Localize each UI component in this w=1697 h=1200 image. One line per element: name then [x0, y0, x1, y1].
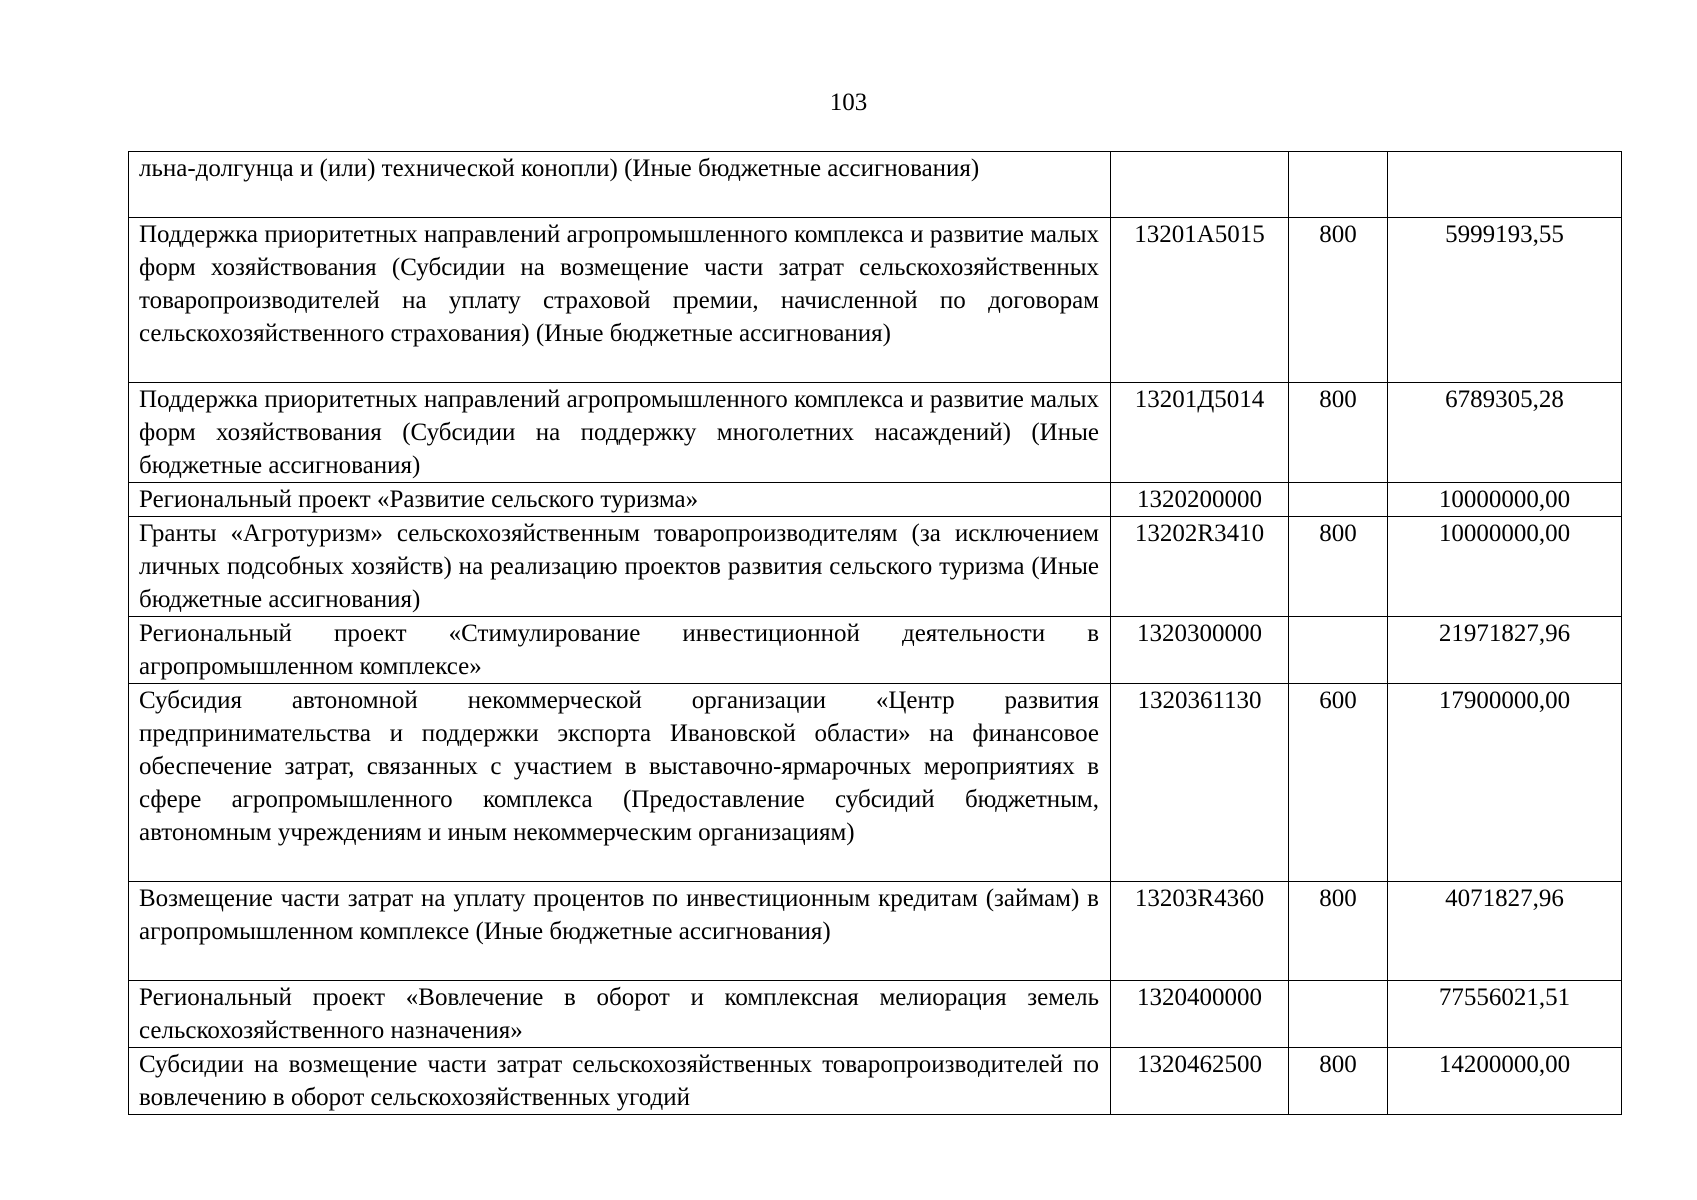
- row-expense-type: 800: [1289, 1048, 1388, 1115]
- row-expense-type: 600: [1289, 684, 1388, 882]
- row-target-code: 1320200000: [1111, 483, 1289, 517]
- row-amount: 10000000,00: [1388, 483, 1622, 517]
- row-amount: 5999193,55: [1388, 218, 1622, 383]
- row-amount: 14200000,00: [1388, 1048, 1622, 1115]
- row-description: Поддержка приоритетных направлений агропромышленного комплекса и развитие малых форм хозяйствования (Субсидии на поддержку многолетних насаждений) (Иные бюджетные ассигнования): [129, 383, 1111, 483]
- row-amount: 6789305,28: [1388, 383, 1622, 483]
- row-target-code: 1320400000: [1111, 981, 1289, 1048]
- row-target-code: 13202R3410: [1111, 517, 1289, 617]
- row-amount: [1388, 152, 1622, 218]
- row-description: Субсидии на возмещение части затрат сельскохозяйственных товаропроизводителей по вовлечению в оборот сельскохозяйственных угодий: [129, 1048, 1111, 1115]
- row-expense-type: 800: [1289, 383, 1388, 483]
- row-description: Региональный проект «Стимулирование инвестиционной деятельности в агропромышленном комплексе»: [129, 617, 1111, 684]
- row-expense-type: 800: [1289, 218, 1388, 383]
- table-row: [129, 1048, 1622, 1115]
- table-row: [129, 218, 1622, 383]
- row-amount: 4071827,96: [1388, 882, 1622, 981]
- row-expense-type: 800: [1289, 517, 1388, 617]
- row-description: Поддержка приоритетных направлений агропромышленного комплекса и развитие малых форм хозяйствования (Субсидии на возмещение части затрат сельскохозяйственных товаропроизводителей на уплату страховой премии, начисленной по договорам сельскохозяйственного страхования) (Иные бюджетные ассигнования): [129, 218, 1111, 383]
- row-target-code: 1320361130: [1111, 684, 1289, 882]
- row-description: льна-долгунца и (или) технической конопли) (Иные бюджетные ассигнования): [129, 152, 1111, 218]
- row-expense-type: [1289, 981, 1388, 1048]
- row-target-code: 13201Д5014: [1111, 383, 1289, 483]
- table-row: [129, 882, 1622, 981]
- row-amount: 10000000,00: [1388, 517, 1622, 617]
- row-expense-type: [1289, 152, 1388, 218]
- row-target-code: 1320462500: [1111, 1048, 1289, 1115]
- row-expense-type: 800: [1289, 882, 1388, 981]
- table-row: [129, 152, 1622, 218]
- row-expense-type: [1289, 617, 1388, 684]
- row-amount: 21971827,96: [1388, 617, 1622, 684]
- row-amount: 77556021,51: [1388, 981, 1622, 1048]
- table-row: [129, 383, 1622, 483]
- row-amount: 17900000,00: [1388, 684, 1622, 882]
- row-target-code: 1320300000: [1111, 617, 1289, 684]
- row-target-code: 13203R4360: [1111, 882, 1289, 981]
- row-description: Возмещение части затрат на уплату процентов по инвестиционным кредитам (займам) в агропромышленном комплексе (Иные бюджетные ассигнования): [129, 882, 1111, 981]
- row-target-code: 13201А5015: [1111, 218, 1289, 383]
- row-target-code: [1111, 152, 1289, 218]
- table-row: [129, 483, 1622, 517]
- row-expense-type: [1289, 483, 1388, 517]
- budget-table: [128, 151, 1622, 1115]
- table-row: [129, 517, 1622, 617]
- row-description: Субсидия автономной некоммерческой организации «Центр развития предпринимательства и поддержки экспорта Ивановской области» на финансовое обеспечение затрат, связанных с участием в выставочно-ярмарочных мероприятиях в сфере агропромышленного комплекса (Предоставление субсидий бюджетным, автономным учреждениям и иным некоммерческим организациям): [129, 684, 1111, 882]
- table-row: [129, 981, 1622, 1048]
- row-description: Региональный проект «Развитие сельского туризма»: [129, 483, 1111, 517]
- page-number: 103: [829, 89, 868, 116]
- row-description: Гранты «Агротуризм» сельскохозяйственным товаропроизводителям (за исключением личных подсобных хозяйств) на реализацию проектов развития сельского туризма (Иные бюджетные ассигнования): [129, 517, 1111, 617]
- table-row: [129, 684, 1622, 882]
- table-row: [129, 617, 1622, 684]
- row-description: Региональный проект «Вовлечение в оборот и комплексная мелиорация земель сельскохозяйственного назначения»: [129, 981, 1111, 1048]
